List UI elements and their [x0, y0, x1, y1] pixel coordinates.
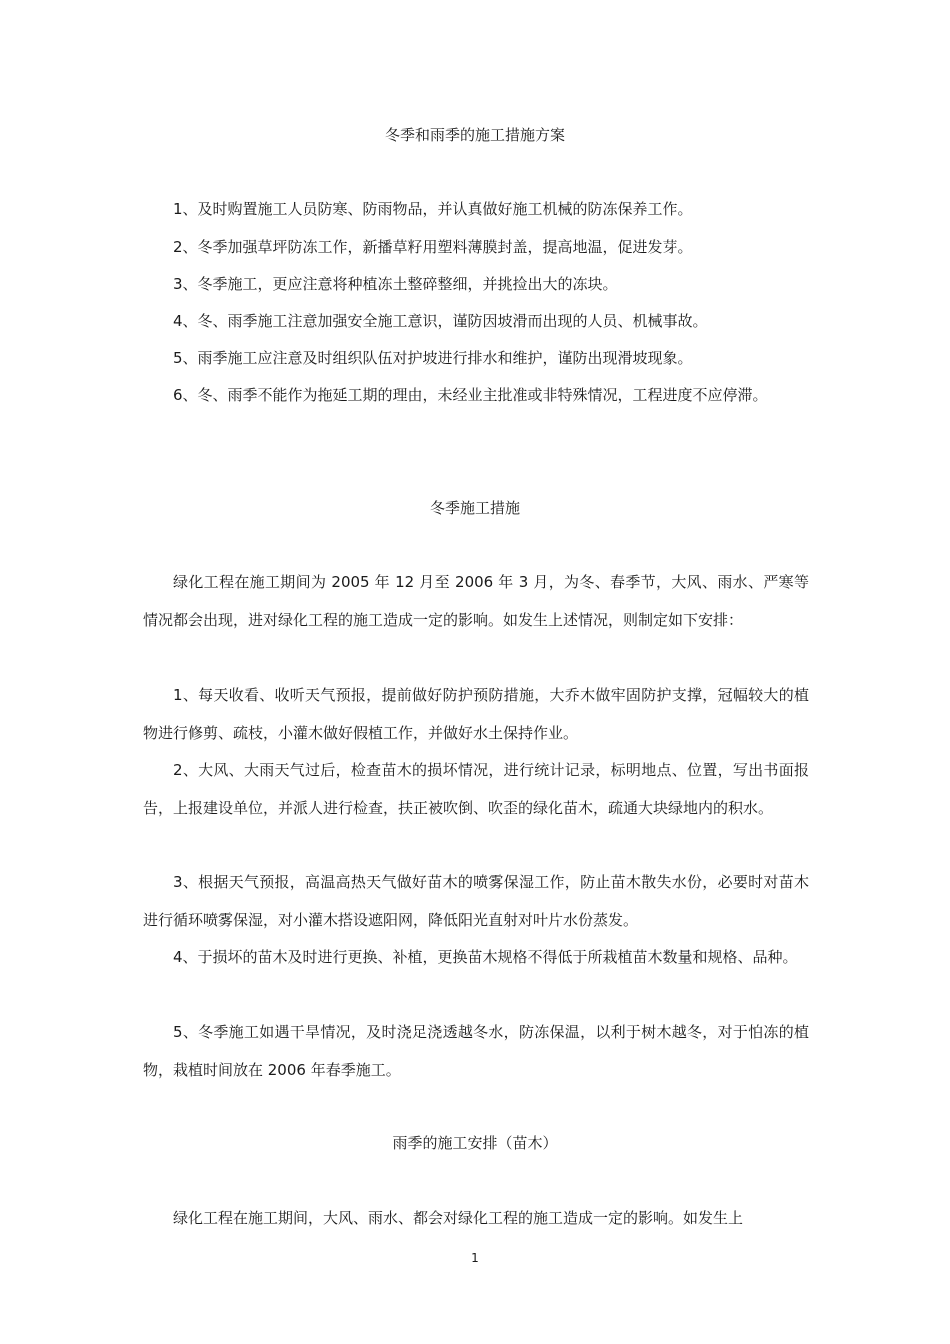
winter-item-5: 5、冬季施工如遇干旱情况，及时浇足浇透越冬水，防冻保温，以利于树木越冬，对于怕冻的植物，栽植时间放在 2006 年春季施工。	[143, 1023, 809, 1079]
intro-item-2: 2、冬季加强草坪防冻工作，新播草籽用塑料薄膜封盖，提高地温，促进发芽。	[173, 238, 693, 256]
winter-section-intro: 绿化工程在施工期间为 2005 年 12 月至 2006 年 3 月，为冬、春季节，大风、雨水、严寒等情况都会出现，进对绿化工程的施工造成一定的影响。如发生上述情况，则制定如下安排：	[143, 573, 809, 629]
intro-item-4: 4、冬、雨季施工注意加强安全施工意识，谨防因坡滑而出现的人员、机械事故。	[173, 312, 708, 330]
winter-item-2: 2、大风、大雨天气过后，检查苗木的损坏情况，进行统计记录，标明地点、位置，写出书面报告，上报建设单位，并派人进行检查，扶正被吹倒、吹歪的绿化苗木，疏通大块绿地内的积水。	[143, 761, 809, 817]
winter-item-4: 4、于损坏的苗木及时进行更换、补植，更换苗木规格不得低于所栽植苗木数量和规格、品种。	[173, 948, 798, 966]
intro-item-6: 6、冬、雨季不能作为拖延工期的理由，未经业主批准或非特殊情况，工程进度不应停滞。	[173, 386, 768, 404]
rainy-section-intro: 绿化工程在施工期间，大风、雨水、都会对绿化工程的施工造成一定的影响。如发生上	[173, 1209, 744, 1227]
rainy-section-heading: 雨季的施工安排（苗木）	[392, 1134, 558, 1152]
winter-item-3: 3、根据天气预报，高温高热天气做好苗木的喷雾保湿工作，防止苗木散失水份，必要时对苗木进行循环喷雾保湿，对小灌木搭设遮阳网，降低阳光直射对叶片水份蒸发。	[143, 873, 809, 929]
winter-section-heading: 冬季施工措施	[429, 499, 520, 517]
intro-item-1: 1、及时购置施工人员防寒、防雨物品，并认真做好施工机械的防冻保养工作。	[173, 200, 693, 218]
intro-item-5: 5、雨季施工应注意及时组织队伍对护坡进行排水和维护，谨防出现滑坡现象。	[173, 349, 693, 367]
page-number: 1	[471, 1251, 479, 1265]
winter-item-1: 1、每天收看、收听天气预报，提前做好防护预防措施，大乔木做牢固防护支撑，冠幅较大的植物进行修剪、疏枝，小灌木做好假植工作，并做好水土保持作业。	[143, 686, 809, 742]
intro-item-3: 3、冬季施工，更应注意将种植冻土整碎整细，并挑捡出大的冻块。	[173, 275, 618, 293]
document-title: 冬季和雨季的施工措施方案	[384, 126, 565, 144]
